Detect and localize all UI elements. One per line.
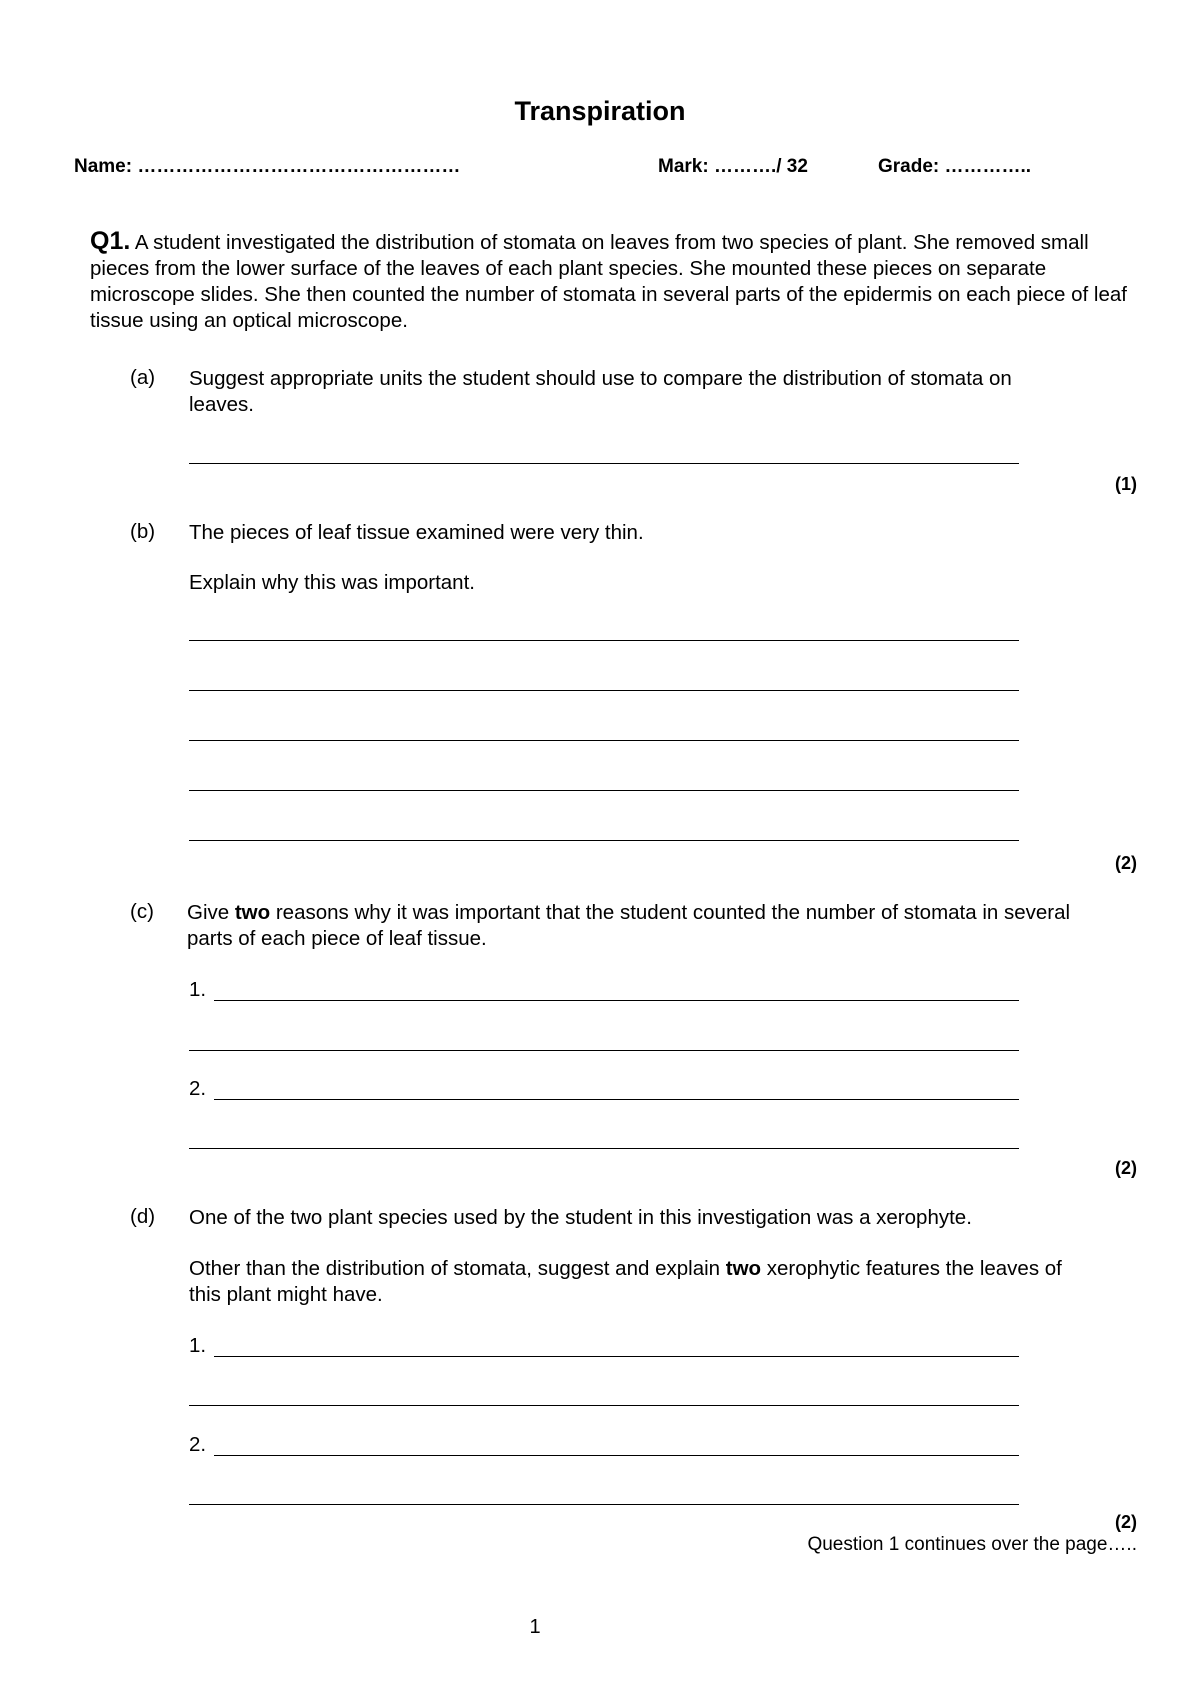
answer-line[interactable] (214, 1455, 1019, 1456)
part-d-item-2-number: 2. (189, 1433, 207, 1456)
part-d-text-2 (189, 1256, 1069, 1308)
part-b-text-1: The pieces of leaf tissue examined were very thin. (189, 521, 644, 544)
part-a-label: (a) (130, 366, 156, 389)
answer-line[interactable] (214, 1356, 1019, 1357)
part-d-text-1: One of the two plant species used by the student in this investigation was a xerophyte. (189, 1206, 972, 1229)
part-d-label: (d) (130, 1205, 156, 1228)
part-d-text-end: xerophytic features the leaves of this plant might have. (189, 1257, 1062, 1306)
answer-line[interactable] (189, 690, 1019, 691)
question-1-text: A student investigated the distribution of stomata on leaves from two species of plant. She removed small pieces from the lower surface of the leaves of each plant species. She mounted these pieces on separate microscope slides. She then counted the number of stomata in several parts of the epidermis on each piece of leaf tissue using an optical microscope. (90, 231, 1127, 332)
answer-line[interactable] (189, 740, 1019, 741)
part-b-marks: (2) (1115, 853, 1137, 873)
part-a-text: Suggest appropriate units the student should use to compare the distribution of stomata on leaves. (189, 367, 1012, 416)
part-b-label: (b) (130, 520, 156, 543)
name-field-label: Name: …………………………………………… (74, 156, 461, 177)
part-d-marks: (2) (1115, 1512, 1137, 1532)
answer-line[interactable] (189, 1050, 1019, 1051)
part-c-text-end: reasons why it was important that the student counted the number of stomata in several parts of each piece of leaf tissue. (187, 901, 1071, 950)
question-number: Q1. (90, 227, 131, 255)
continues-note: Question 1 continues over the page….. (807, 1534, 1137, 1555)
part-c-text (187, 900, 1077, 952)
part-d-text-start: Other than the distribution of stomata, suggest and explain (189, 1257, 726, 1280)
part-c-item-1-number: 1. (189, 978, 207, 1001)
part-d-item-1-number: 1. (189, 1334, 207, 1357)
page-title: Transpiration (514, 96, 686, 126)
page-number: 1 (529, 1616, 541, 1638)
answer-line[interactable] (189, 640, 1019, 641)
grade-field-label: Grade: ………….. (878, 156, 1032, 177)
part-c-marks: (2) (1115, 1158, 1137, 1178)
answer-line[interactable] (189, 840, 1019, 841)
answer-line[interactable] (189, 1504, 1019, 1505)
question-1-intro (90, 228, 1150, 334)
part-a-marks: (1) (1115, 474, 1137, 494)
answer-line[interactable] (189, 463, 1019, 464)
part-c-label: (c) (130, 900, 154, 923)
part-b-text-2: Explain why this was important. (189, 571, 475, 594)
part-c-item-2-number: 2. (189, 1077, 207, 1100)
part-d-keyword: two (725, 1257, 762, 1280)
answer-line[interactable] (214, 1000, 1019, 1001)
mark-field-label: Mark: ………./ 32 (658, 156, 808, 177)
answer-line[interactable] (189, 1148, 1019, 1149)
part-c-keyword: two (234, 901, 271, 924)
answer-line[interactable] (189, 1405, 1019, 1406)
answer-line[interactable] (189, 790, 1019, 791)
answer-line[interactable] (214, 1099, 1019, 1100)
part-c-text-start: Give (187, 901, 235, 924)
